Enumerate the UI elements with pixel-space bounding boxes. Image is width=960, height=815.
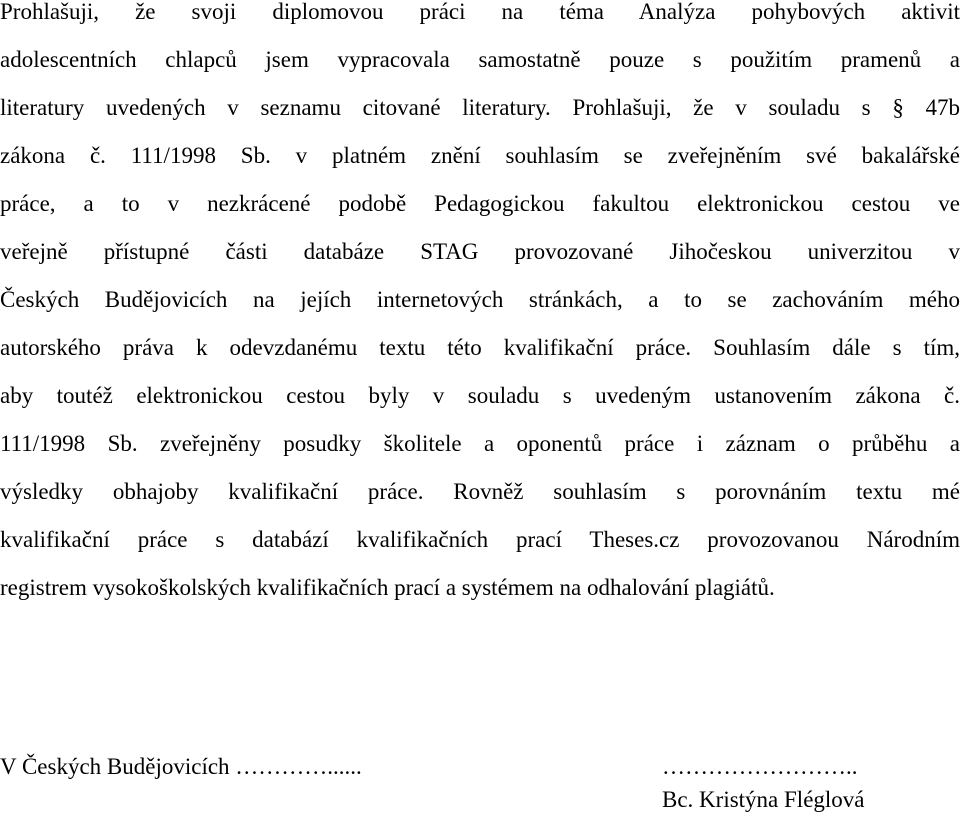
declaration-line: Českých Budějovicích na jejích internetových stránkách, a to se zachováním mého bbox=[0, 287, 960, 312]
declaration-line: adolescentních chlapců jsem vypracovala samostatně pouze s použitím pramenů a bbox=[0, 47, 960, 72]
declaration-line: kvalifikační práce s databází kvalifikačních prací Theses.cz provozovanou Národním bbox=[0, 527, 960, 552]
signature-place-date: V Českých Budějovicích …………...... bbox=[0, 754, 362, 779]
signature-line: …………………….. bbox=[662, 754, 858, 779]
declaration-line: autorského práva k odevzdanému textu této kvalifikační práce. Souhlasím dále s tím, bbox=[0, 335, 960, 360]
declaration-line: veřejně přístupné části databáze STAG provozované Jihočeskou univerzitou v bbox=[0, 239, 960, 264]
declaration-line: literatury uvedených v seznamu citované literatury. Prohlašuji, že v souladu s § 47b bbox=[0, 95, 960, 120]
declaration-line: zákona č. 111/1998 Sb. v platném znění souhlasím se zveřejněním své bakalářské bbox=[0, 143, 960, 168]
declaration-line: výsledky obhajoby kvalifikační práce. Rovněž souhlasím s porovnáním textu mé bbox=[0, 479, 960, 504]
declaration-line: práce, a to v nezkrácené podobě Pedagogickou fakultou elektronickou cestou ve bbox=[0, 191, 960, 216]
signature-name: Bc. Kristýna Fléglová bbox=[662, 787, 865, 812]
declaration-line: aby toutéž elektronickou cestou byly v souladu s uvedeným ustanovením zákona č. bbox=[0, 383, 960, 408]
declaration-line-last: registrem vysokoškolských kvalifikačních prací a systémem na odhalování plagiátů. bbox=[0, 575, 775, 600]
declaration-line: 111/1998 Sb. zveřejněny posudky školitele a oponentů práce i záznam o průběhu a bbox=[0, 431, 960, 456]
declaration-line: Prohlašuji, že svoji diplomovou práci na téma Analýza pohybových aktivit bbox=[0, 0, 960, 24]
